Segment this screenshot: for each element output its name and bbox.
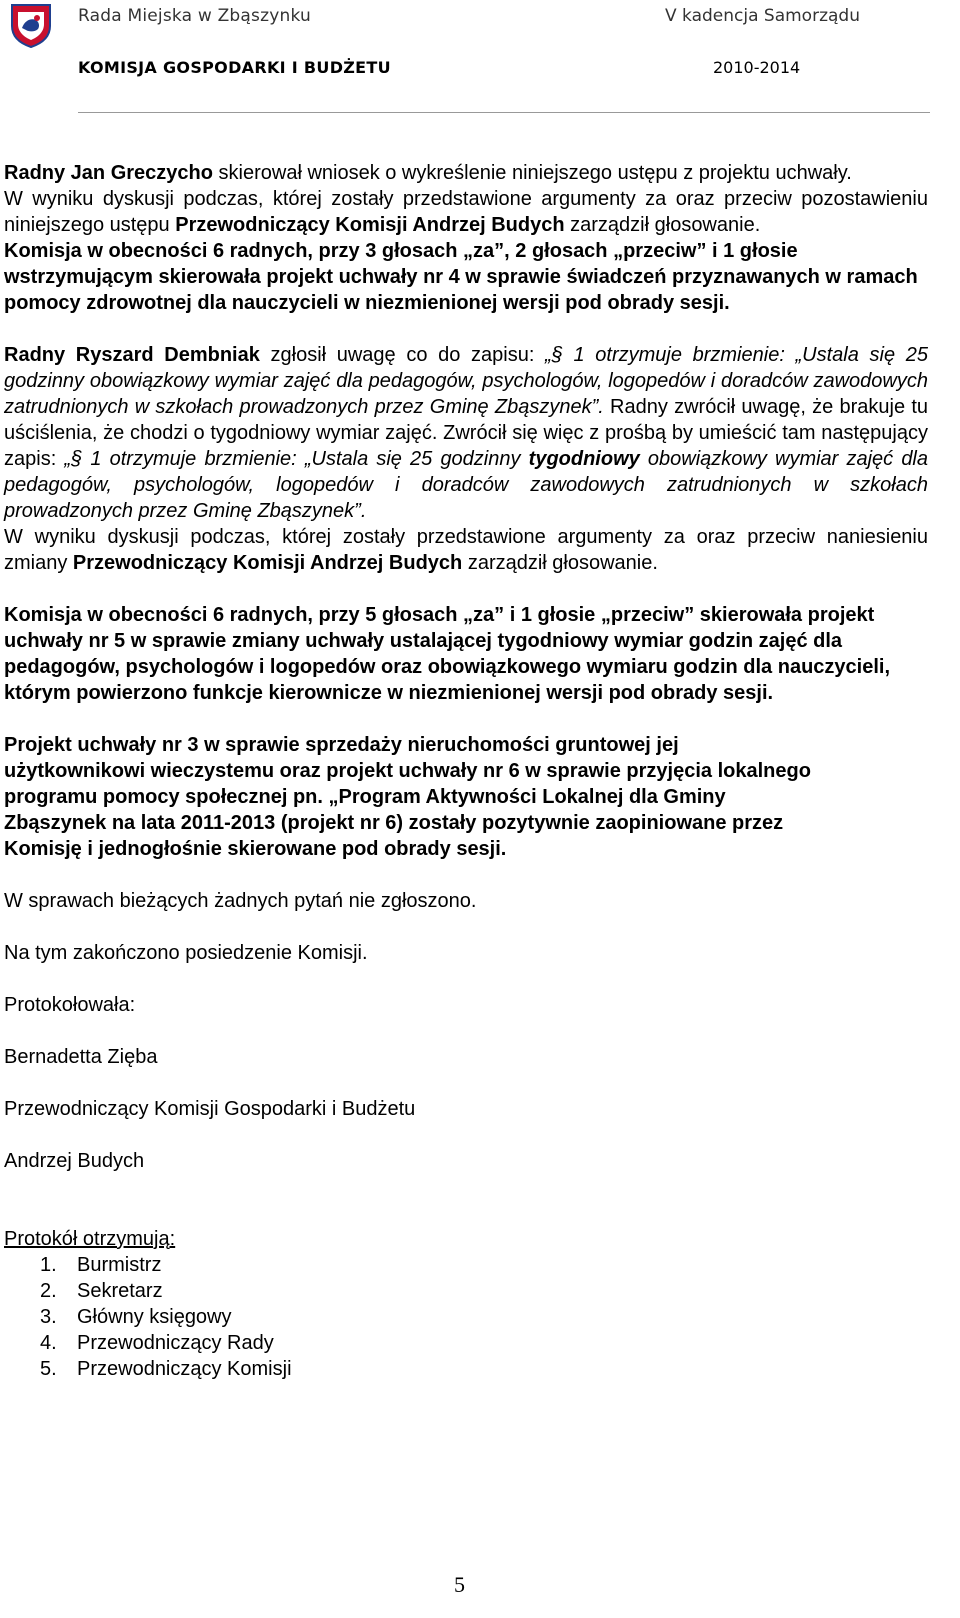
councillor-name: Radny Jan Greczycho <box>4 162 213 184</box>
paragraph-discussion: W wyniku dyskusji podczas, której zostały przedstawione argumenty za oraz przeciw naniesieniu zmiany Przewodniczący Komisji Andrzej Budych zarządził głosowanie. <box>4 526 928 574</box>
coat-of-arms-icon <box>8 2 54 48</box>
paragraph-current-matters: W sprawach bieżących żadnych pytań nie zgłoszono. <box>4 890 477 912</box>
list-item: 5. Przewodniczący Komisji <box>40 1358 292 1380</box>
paragraph-discussion: W wyniku dyskusji podczas, której zostały przedstawione argumenty za oraz przeciw pozostawieniu niniejszego ustępu Przewodniczący Komisji Andrzej Budych zarządził głosowanie. <box>4 188 928 236</box>
paragraph-closing: Na tym zakończono posiedzenie Komisji. <box>4 942 368 964</box>
chairman-title: Przewodniczący Komisji Gospodarki i Budżetu <box>4 1098 416 1120</box>
list-item: 2. Sekretarz <box>40 1280 163 1302</box>
page-header <box>0 0 960 120</box>
chairman-name: Przewodniczący Komisji Andrzej Budych <box>175 214 565 236</box>
recipients-label: Protokół otrzymują: <box>4 1228 176 1250</box>
header-divider <box>78 112 930 113</box>
recorder-label: Protokołowała: <box>4 994 136 1016</box>
quoted-provision: „§ 1 otrzymuje brzmienie: „Ustala się 25 godzinny obowiązkowy wymiar zajęć dla pedagogów, psychologów, logopedów i doradców zawodowych zatrudnionych w szkołach prowadzonych przez Gminę Zbąszynek”. <box>4 344 929 418</box>
header-years: 2010-2014 <box>713 58 801 77</box>
page-number: 5 <box>454 1572 465 1597</box>
list-item: 3. Główny księgowy <box>40 1306 232 1328</box>
list-item: 4. Przewodniczący Rady <box>40 1332 274 1354</box>
paragraph-remark: Radny Ryszard Dembniak zgłosił uwagę co do zapisu: „§ 1 otrzymuje brzmienie: „Ustala się 25 godzinny obowiązkowy wymiar zajęć dla pedagogów, psychologów, logopedów i doradców zawodowych zatrudnionych w szkołach prowadzonych przez Gminę Zbąszynek”. Radny zwrócił uwagę, że brakuje tu uściślenia, że chodzi o tygodniowy wymiar zajęć. Zwrócił się więc z prośbą by umieścić tam następujący zapis: „§ 1 otrzymuje brzmienie: „Ustala się 25 godzinny tygodniowy obowiązkowy wymiar zajęć dla pedagogów, psychologów, logopedów i doradców zawodowych zatrudnionych w szkołach prowadzonych przez Gminę Zbąszynek”. <box>4 344 929 522</box>
header-organization: Rada Miejska w Zbąszynku <box>78 6 311 26</box>
header-committee: KOMISJA GOSPODARKI I BUDŻETU <box>78 58 391 77</box>
paragraph-motion: Radny Jan Greczycho skierował wniosek o wykreślenie niniejszego ustępu z projektu uchwały. <box>4 162 852 184</box>
quoted-provision: „§ 1 otrzymuje brzmienie: „Ustala się 25 godzinny <box>64 448 529 470</box>
recorder-name: Bernadetta Zięba <box>4 1046 158 1068</box>
councillor-name: Radny Ryszard Dembniak <box>4 344 260 366</box>
paragraph-vote-result: Komisja w obecności 6 radnych, przy 5 głosach „za” i 1 głosie „przeciw” skierowała projekt uchwały nr 5 w sprawie zmiany uchwały ustalającej tygodniowy wymiar godzin zajęć dla pedagogów, psychologów i logopedów oraz obowiązkowego wymiaru godzin dla nauczycieli, którym powierzono funkcje kierownicze w niezmienionej wersji pod obrady sesji. <box>4 604 891 704</box>
document-body <box>4 160 928 1382</box>
recipients-list <box>4 1252 928 1382</box>
list-item: 1. Burmistrz <box>40 1254 162 1276</box>
header-term: V kadencja Samorządu <box>665 6 860 26</box>
chairman-name: Przewodniczący Komisji Andrzej Budych <box>72 552 463 574</box>
chairman-signature-name: Andrzej Budych <box>4 1150 145 1172</box>
paragraph-vote-result: Komisja w obecności 6 radnych, przy 3 głosach „za”, 2 głosach „przeciw” i 1 głosie wstrzymującym skierowała projekt uchwały nr 4 w sprawie świadczeń przyznawanych w ramach pomocy zdrowotnej dla nauczycieli w niezmienionej wersji pod obrady sesji. <box>4 240 918 314</box>
paragraph-opinions: Projekt uchwały nr 3 w sprawie sprzedaży nieruchomości gruntowej jej użytkownikowi wieczystemu oraz projekt uchwały nr 6 w sprawie przyjęcia lokalnego programu pomocy społecznej pn. „Program Aktywności Lokalnej dla Gminy Zbąszynek na lata 2011-2013 (projekt nr 6) zostały pozytywnie zaopiniowane przez Komisję i jednogłośnie skierowane pod obrady sesji. <box>4 734 811 860</box>
